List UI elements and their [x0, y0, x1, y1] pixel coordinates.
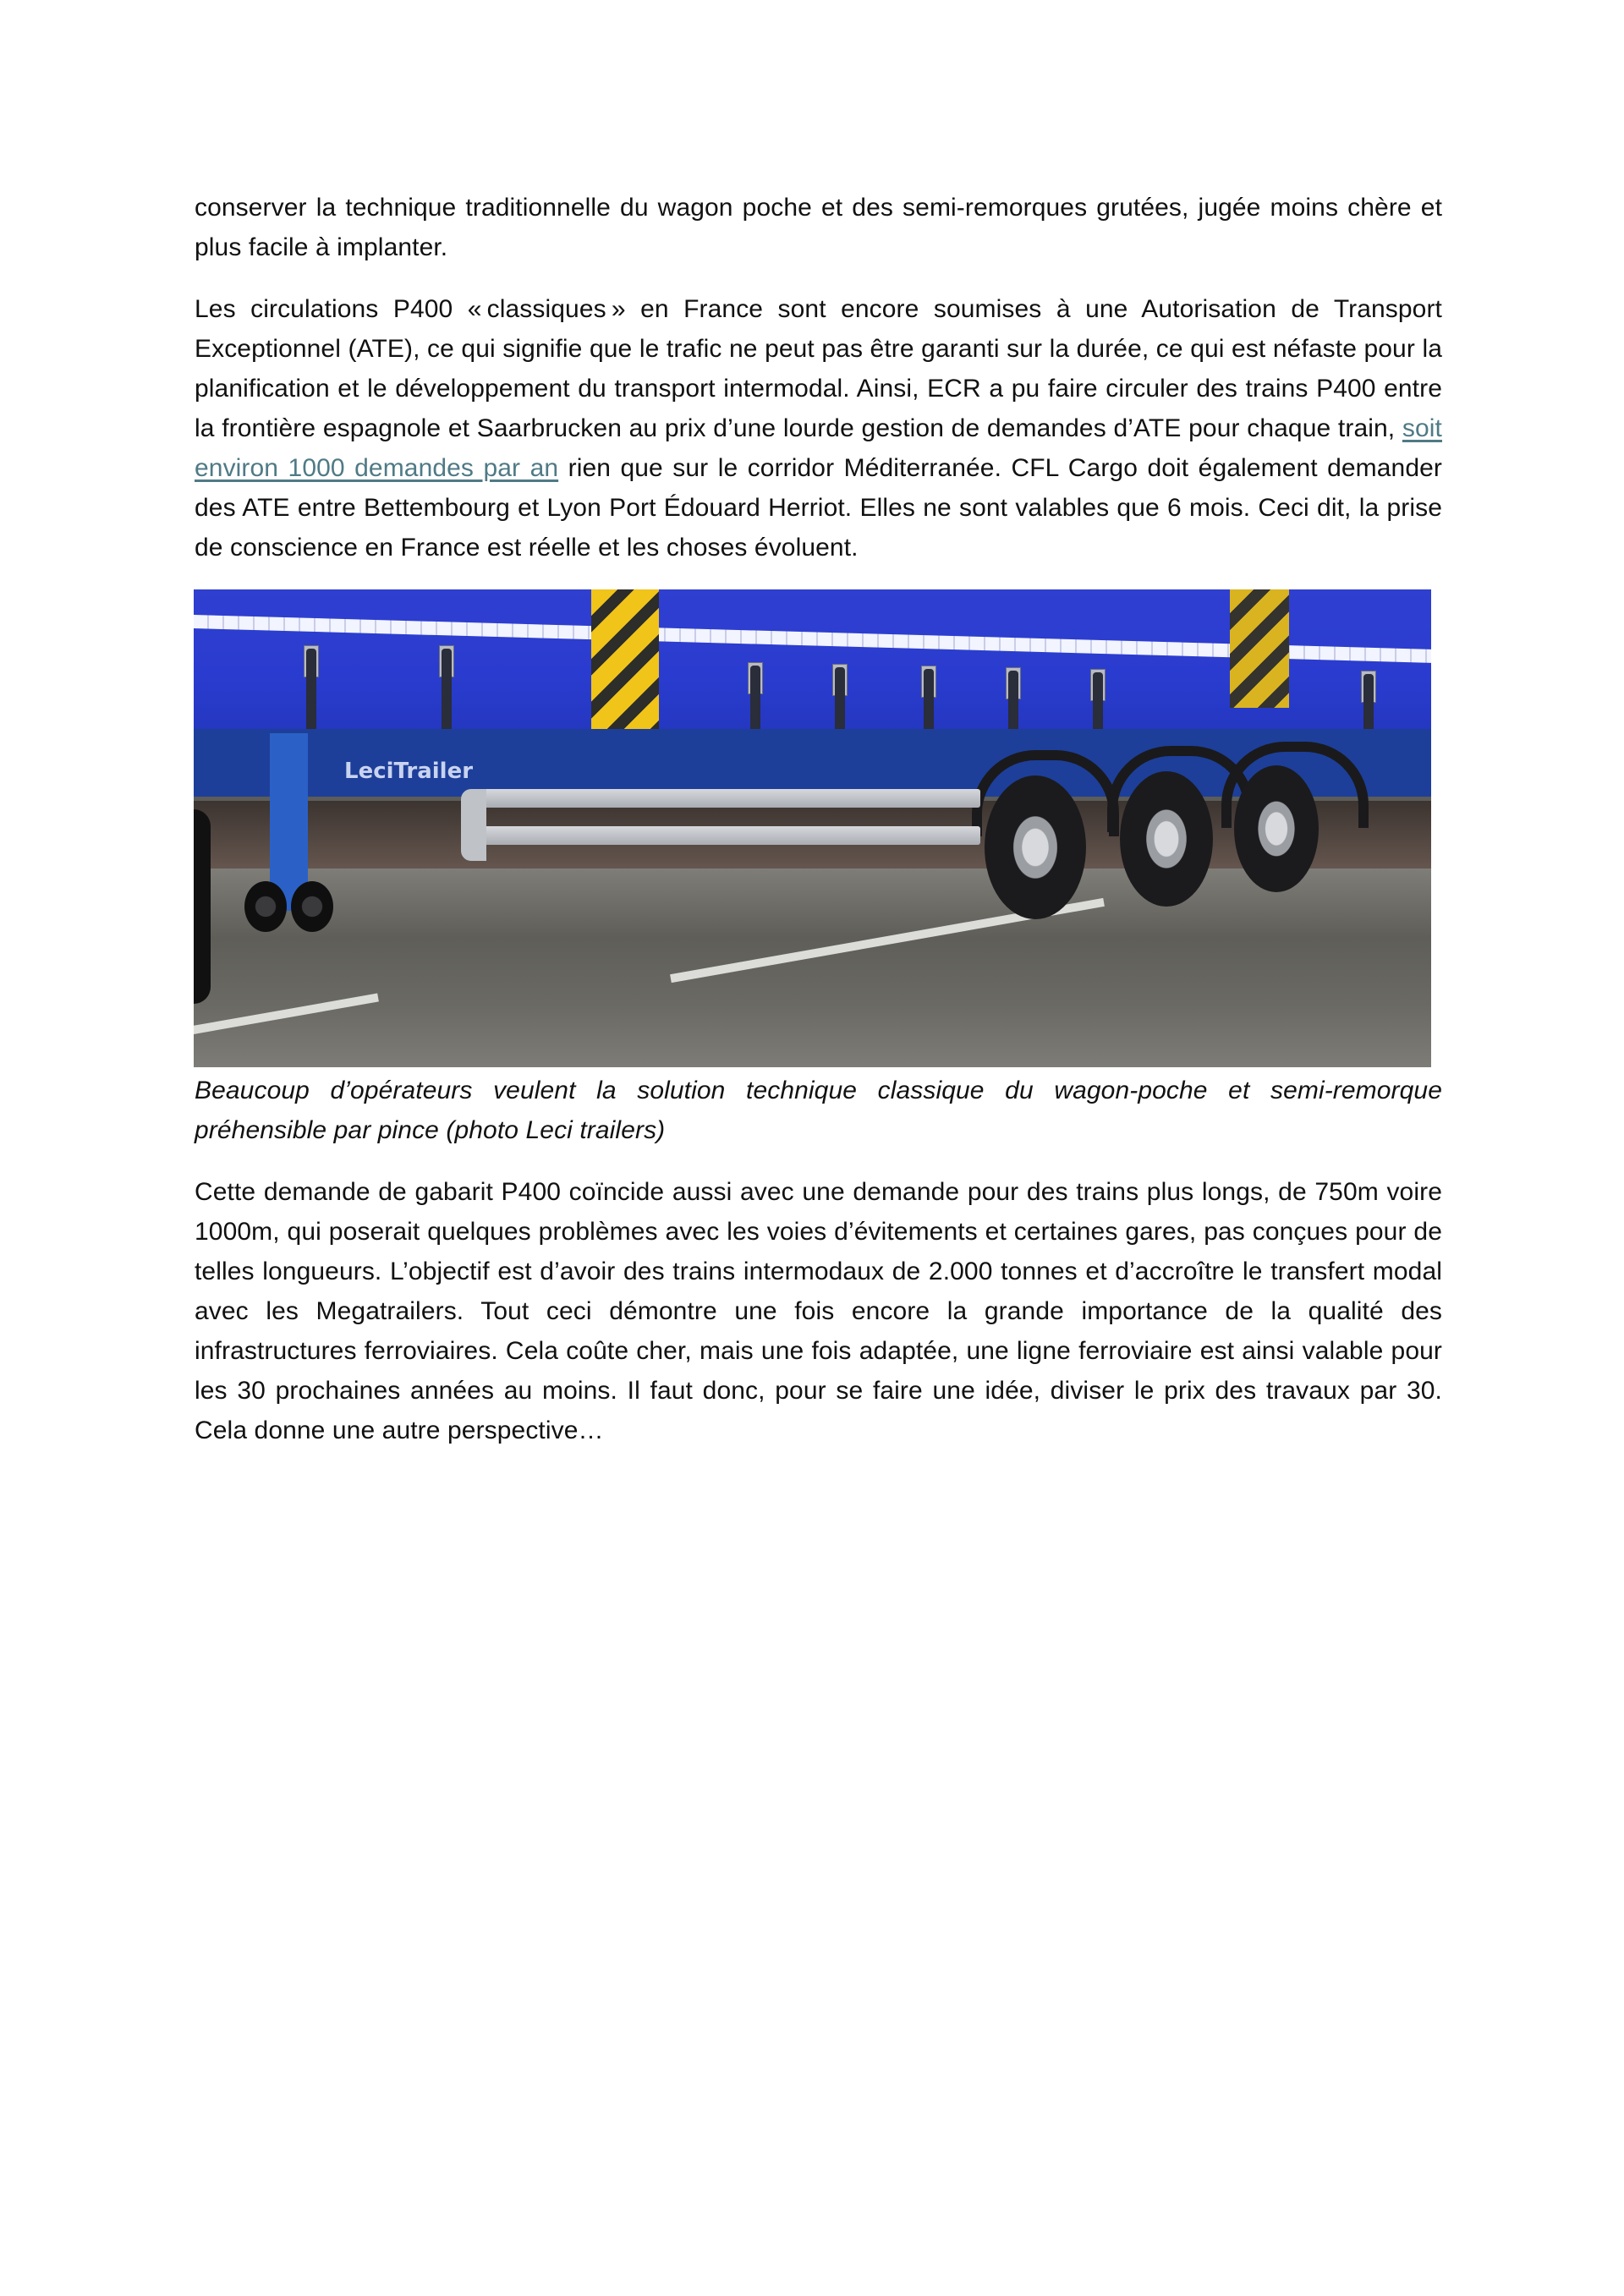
photo-side-guard-end: [461, 789, 486, 861]
paragraph-ate: [195, 289, 1442, 567]
photo-trailer-wheel: [1234, 765, 1319, 892]
paragraph-intro: conserver la technique traditionnelle du wagon poche et des semi-remorques grutées, jugée moins chère et plus facile à implanter.: [195, 194, 1442, 261]
photo-yellow-grab-arm: [591, 589, 659, 729]
paragraph-ate-text-before: Les circulations P400 « classiques » en France sont encore soumises à une Autorisation de Transport Exceptionnel (ATE), ce qui signifie que le trafic ne peut pas être garanti sur la durée, ce qui est néfaste pour la planification et le développement du transport intermodal. Ainsi, ECR a pu faire circuler des trains P400 entre la frontière espagnole et Saarbrucken au prix d’une lourde gestion de demandes d’ATE pour chaque train,: [195, 295, 1442, 442]
photo-strap: [924, 669, 934, 733]
photo-side-guard-rail: [473, 826, 980, 845]
photo-yellow-grab-arm: [1230, 589, 1289, 708]
trailer-photo: [194, 589, 1431, 1067]
photo-castor-wheel: [291, 881, 333, 932]
photo-strap: [1363, 674, 1374, 733]
photo-trailer-wheel: [985, 775, 1086, 919]
figure-caption: Beaucoup d’opérateurs veulent la solution technique classique du wagon-poche et semi-remorque préhensible par pince (photo Leci trailers): [195, 1077, 1442, 1144]
photo-strap: [1008, 671, 1018, 733]
photo-castor-wheel: [244, 881, 287, 932]
photo-brand-logo: LeciTrailer: [344, 759, 474, 784]
link-1000-demandes[interactable]: soit environ 1000 demandes par an: [195, 414, 1442, 482]
photo-trailer-wheel: [1120, 771, 1213, 907]
photo-strap: [750, 666, 760, 733]
document-page: [195, 188, 1442, 1472]
photo-strap: [1093, 672, 1103, 733]
photo-strap: [306, 649, 316, 733]
paragraph-closing: Cette demande de gabarit P400 coïncide aussi avec une demande pour des trains plus longs, de 750m voire 1000m, qui poserait quelques problèmes avec les voies d’évitements et certaines gares, pas conçues pour de telles longueurs. L’objectif est d’avoir des trains intermodaux de 2.000 tonnes et d’accroître le transfert modal avec les Megatrailers. Tout ceci démontre une fois encore la grande importance de la qualité des infrastructures ferroviaires. Cela coûte cher, mais une fois adaptée, une ligne ferroviaire est ainsi valable pour les 30 prochaines années au moins. Il faut donc, pour se faire une idée, diviser le prix des travaux par 30. Cela donne une autre perspective…: [195, 1178, 1442, 1444]
paragraph-ate-text-after: rien que sur le corridor Méditerranée. CFL Cargo doit également demander des ATE entre Bettembourg et Lyon Port Édouard Herriot. Elles ne sont valables que 6 mois. Ceci dit, la prise de conscience en France est réelle et les choses évoluent.: [195, 454, 1442, 562]
photo-wet-ground: [194, 869, 1431, 1067]
photo-left-tire: [194, 809, 211, 1004]
photo-strap: [835, 667, 845, 733]
photo-side-guard-rail: [473, 789, 980, 808]
photo-strap: [442, 649, 452, 733]
